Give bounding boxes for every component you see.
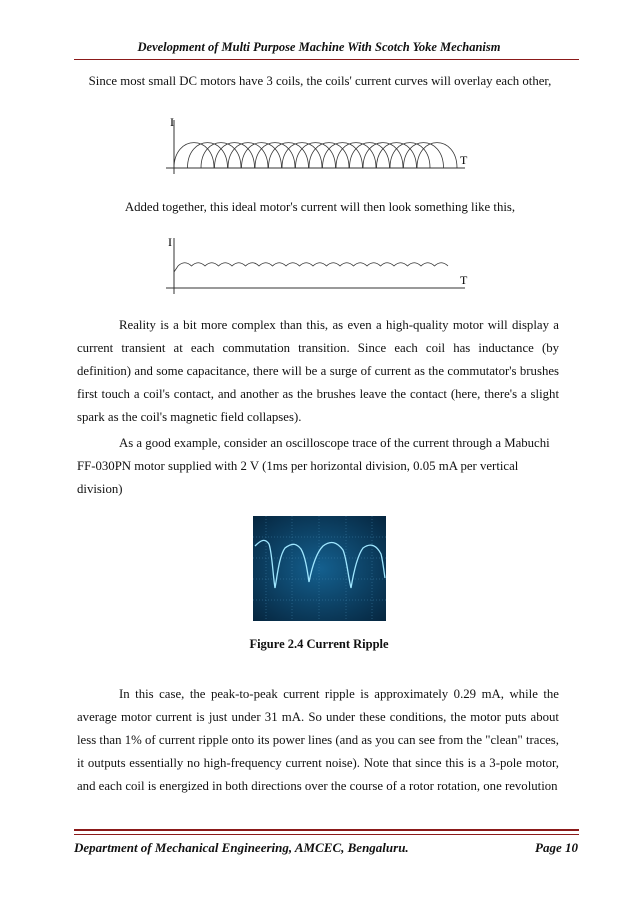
coil-current-arcs <box>174 143 457 168</box>
x-axis-label: T <box>460 273 468 287</box>
coil-current-arc <box>296 143 336 168</box>
x-axis-label: T <box>460 153 468 167</box>
coil-current-arc <box>228 143 268 168</box>
paragraph-reality: Reality is a bit more complex than this, as even a high-quality motor will display a current transient at each commutation transition. Since each coil has inductance (by definition) and some capacitance, there will be a surge of current as the commutator's brushes first touch a coil's contact, and another as the brushes leave the contact (here, there's a slight spark as the coil's magnetic field collapses). <box>77 318 559 424</box>
footer-rule-thin <box>74 834 579 835</box>
coil-current-arc <box>309 143 349 168</box>
coil-current-arc <box>282 143 322 168</box>
figure-caption: Figure 2.4 Current Ripple <box>249 637 389 651</box>
coil-current-arc <box>255 143 295 168</box>
coil-current-arc <box>350 143 390 168</box>
paragraph-ripple-analysis: In this case, the peak-to-peak current ripple is approximately 0.29 mA, while the average motor current is just under 31 mA. So under these conditions, the motor puts about less than 1% of current ripple onto its power lines (and as you can see from the "clean" traces, it outputs essentially no high-frequency current noise). Note that since this is a 3-pole motor, and each coil is energized in both directions over the course of a rotor rotation, one revolution <box>77 687 559 793</box>
coil-current-arc <box>242 143 282 168</box>
running-header: Development of Multi Purpose Machine With Scotch Yoke Mechanism <box>137 40 501 54</box>
coil-current-arc <box>323 143 363 168</box>
coil-current-arc <box>377 143 417 168</box>
ripple-trace <box>174 263 448 272</box>
coil-current-arc <box>215 143 255 168</box>
footer-rule-thick <box>74 829 579 831</box>
y-axis-label: I <box>168 235 172 249</box>
paragraph-coils: Since most small DC motors have 3 coils, the coils' current curves will overlay each other, <box>88 74 552 88</box>
coil-current-arc <box>174 143 214 168</box>
coil-current-arc <box>404 143 444 168</box>
oscilloscope-trace-image <box>253 516 386 621</box>
header-rule <box>74 59 579 60</box>
paragraph-example: As a good example, consider an oscilloscope trace of the current through a Mabuchi FF-030PN motor supplied with 2 V (1ms per horizontal division, 0.05 mA per vertical division) <box>77 436 550 496</box>
page-number: Page 10 <box>535 840 578 855</box>
coil-current-arc <box>390 143 430 168</box>
coil-current-arc <box>269 143 309 168</box>
summed-current-diagram <box>160 232 480 302</box>
coil-current-arc <box>201 143 241 168</box>
footer-department: Department of Mechanical Engineering, AMCEC, Bengaluru. <box>74 840 409 855</box>
coil-current-arc <box>363 143 403 168</box>
coil-current-arc <box>188 143 228 168</box>
paragraph-added-together: Added together, this ideal motor's current will then look something like this, <box>124 200 516 214</box>
coil-current-curves-diagram <box>160 112 480 182</box>
y-axis-label: I <box>170 115 174 129</box>
coil-current-arc <box>336 143 376 168</box>
coil-current-arc <box>417 143 457 168</box>
